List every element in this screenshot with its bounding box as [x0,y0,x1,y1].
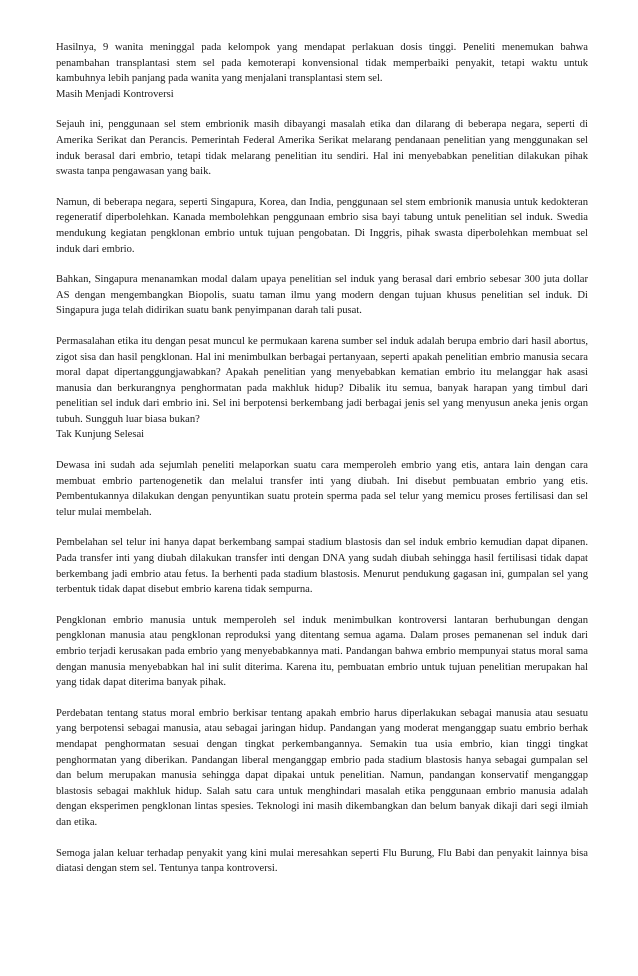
section-heading-tak-kunjung-selesai: Tak Kunjung Selesai [56,429,145,441]
paragraph-text: Dewasa ini sudah ada sejumlah peneliti melaporkan suatu cara memperoleh embrio yang etis, antara lain dengan cara membuat embrio partenogenetik dan melalui transfer inti yang diubah. Ini disebut pembuatan embrio yang etis. Pembentukannya dilakukan dengan penyuntikan suatu protein sperma pada sel telur yang memicu proses fertilisasi dan sel telur mulai membelah. [56,460,588,518]
paragraph-9 [56,706,588,831]
paragraph-text: Namun, di beberapa negara, seperti Singapura, Korea, dan India, penggunaan sel stem embrionik manusia untuk kedokteran regeneratif diperbolehkan. Kanada membolehkan penggunaan embrio sisa bayi tabung untuk penelitian sel induk. Swedia mendukung kegiatan pengklonan embrio untuk tujuan pengobatan. Di Inggris, pihak swasta diperbolehkan membuat sel induk dari embrio. [56,196,588,255]
paragraph-text: Semoga jalan keluar terhadap penyakit yang kini mulai meresahkan seperti Flu Burung, Flu Babi dan penyakit lainnya bisa diatasi dengan stem sel. Tentunya tanpa kontroversi. [56,847,588,875]
paragraph-text: Sejauh ini, penggunaan sel stem embrionik masih dibayangi masalah etika dan dilarang di beberapa negara, seperti di Amerika Serikat dan Perancis. Pemerintah Federal Amerika Serikat melarang pendanaan penelitian yang menggunakan sel induk berasal dari embrio, tetapi tidak melarang penelitian itu sendiri. Hal ini menyebabkan penelitian dilakukan pihak swasta tanpa pengawasan yang baik. [56,119,588,178]
paragraph-text: Pembelahan sel telur ini hanya dapat berkembang sampai stadium blastosis dan sel induk embrio kemudian dapat dipanen. Pada transfer inti yang diubah dilakukan transfer inti dengan DNA yang sudah diubah sehingga hasil fertilisasi tidak dapat berkembang jadi embrio atau fetus. Ia berhenti pada stadium blastosis. Menurut pendukung gagasan ini, gumpalan sel yang terbentuk tidak dapat disebut embrio karena tidak sempurna. [56,537,588,596]
paragraph-4 [56,272,588,319]
paragraph-text: Permasalahan etika itu dengan pesat muncul ke permukaan karena sumber sel induk adalah berupa embrio dari hasil abortus, zigot sisa dan hasil pengklonan. Hal ini menimbulkan berbagai pertanyaan, seperti apakah penelitian embrio manusia secara moral dapat dipertanggungjawabkan? Apakah penelitian yang menyebabkan kematian embrio itu melanggar hak asasi manusia dan berkurangnya penghormatan pada makhluk hidup? Dibalik itu semua, banyak harapan yang timbul dari penelitian sel induk dari embrio ini. Sel ini berpotensi berkembang jadi berbagai jenis sel yang menyusun aneka jenis organ tubuh. Sungguh luar biasa bukan? [56,335,588,425]
section-heading-masih-menjadi-kontroversi: Masih Menjadi Kontroversi [56,88,174,100]
paragraph-3 [56,195,588,257]
paragraph-10 [56,846,588,877]
paragraph-7 [56,535,588,597]
paragraph-text: Perdebatan tentang status moral embrio berkisar tentang apakah embrio harus diperlakukan sebagai manusia atau sesuatu yang berpotensi sebagai manusia, atau sebagai jaringan hidup. Pandangan yang moderat menganggap suatu embrio berhak mendapat penghormatan sesuai dengan tingkat perkembangannya. Semakin tua usia embrio, kian tinggi tingkat penghormatan yang diberikan. Pandangan liberal menganggap embrio pada stadium blastosis hanya sebagai gumpalan sel dan belum merupakan manusia sehingga dapat dipakai untuk penelitian. Namun, pandangan konservatif menganggap blastosis sebagai makhluk hidup. Salah satu cara untuk menghindari masalah etika penggunaan embrio manusia adalah dengan eksperimen pengklonan lintas spesies. Teknologi ini masih dikembangkan dan belum banyak dikaji dari segi ilmiah dan etika. [56,707,588,828]
paragraph-8 [56,613,588,691]
document-page [56,40,588,892]
paragraph-text: Pengklonan embrio manusia untuk memperoleh sel induk menimbulkan kontroversi lantaran berhubungan dengan pengklonan manusia atau pengklonan reproduksi yang ditentang semua agama. Dalam proses pemanenan sel induk dari embrio terjadi kerusakan pada embrio yang menyebabkannya mati. Pandangan bahwa embrio mempunyai status moral sama dengan manusia menyebabkan hal ini sulit diterima. Karena itu, pembuatan embrio untuk tujuan penelitian merupakan hal yang tidak dapat diterima banyak pihak. [56,614,588,689]
paragraph-1 [56,40,588,102]
paragraph-text: Hasilnya, 9 wanita meninggal pada kelompok yang mendapat perlakuan dosis tinggi. Peneliti menemukan bahwa penambahan transplantasi stem sel pada kemoterapi konvensional tidak memperbaiki penyakit, tetapi waktu untuk kambuhnya lebih panjang pada wanita yang menjalani transplantasi stem sel. [56,42,588,85]
paragraph-text: Bahkan, Singapura menanamkan modal dalam upaya penelitian sel induk yang berasal dari embrio sebesar 300 juta dollar AS dengan mengembangkan Biopolis, suatu taman ilmu yang modern dengan tujuan khusus penelitian sel induk. Di Singapura juga telah didirikan suatu bank penyimpanan darah tali pusat. [56,274,588,317]
paragraph-5 [56,334,588,443]
paragraph-2 [56,117,588,179]
paragraph-6 [56,458,588,520]
